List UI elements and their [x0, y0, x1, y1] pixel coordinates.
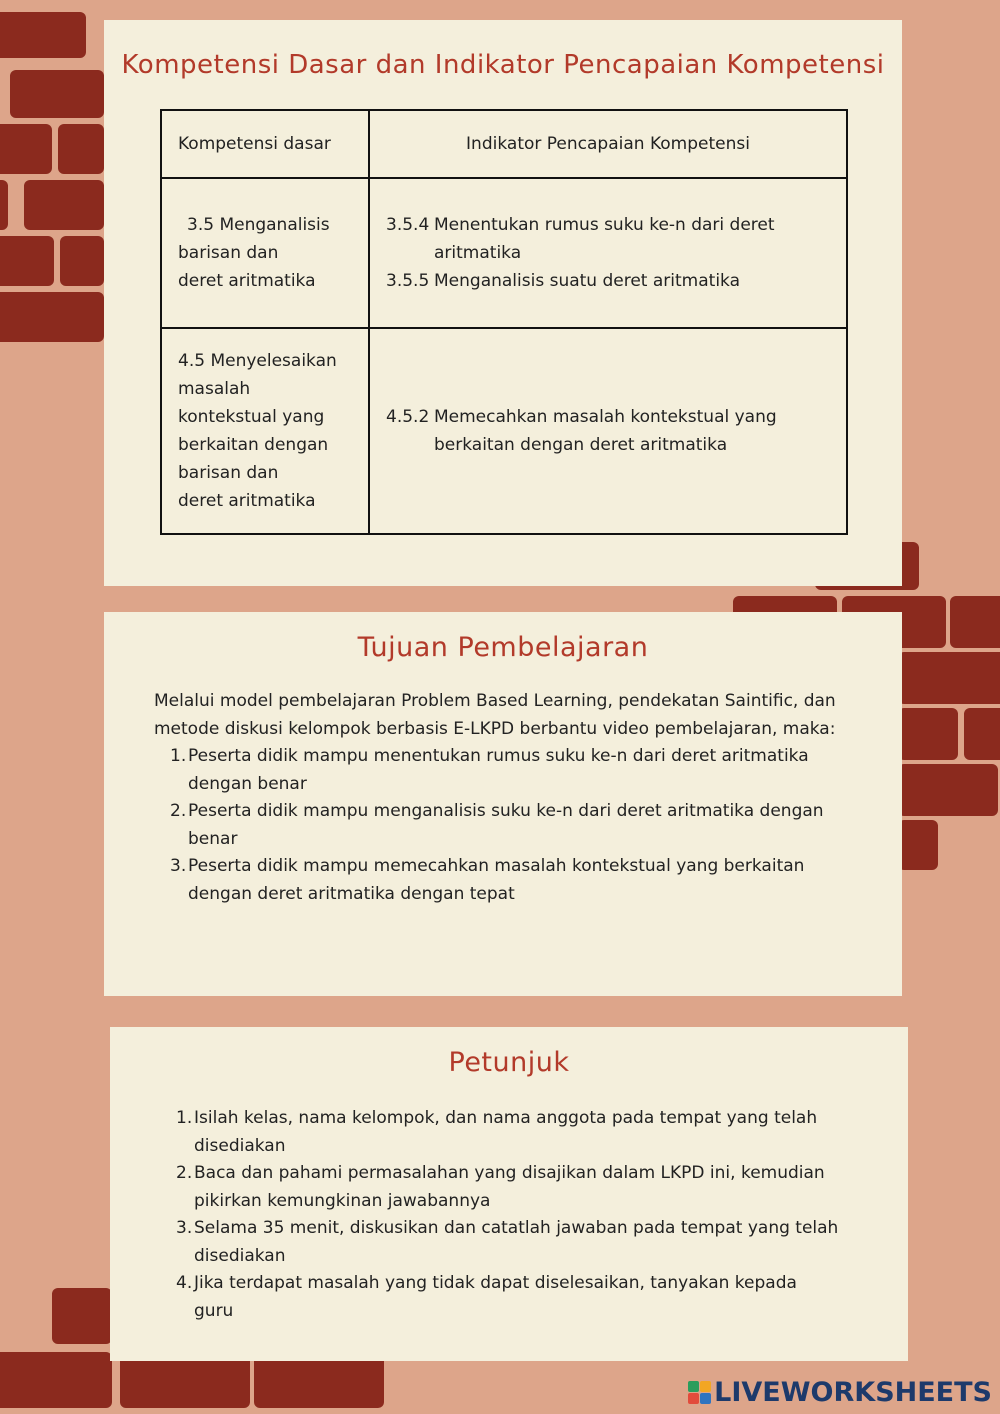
- petunjuk-title: Petunjuk: [448, 1047, 570, 1078]
- item-text: Selama 35 menit, diskusikan dan catatlah jawaban pada tempat yang telah: [194, 1218, 839, 1238]
- list-item: [170, 798, 870, 853]
- petunjuk-card: [110, 1027, 908, 1361]
- item-number: 4.: [176, 1273, 193, 1293]
- petunjuk-list: [176, 1105, 896, 1325]
- list-item: [176, 1160, 896, 1215]
- indicator-number: 4.5.2: [386, 407, 430, 427]
- item-text: Peserta didik mampu menganalisis suku ke-n dari deret aritmatika dengan: [188, 801, 824, 821]
- item-text: dengan benar: [188, 773, 307, 794]
- indicator-text: Memecahkan masalah kontekstual yang: [434, 407, 777, 427]
- table-row: [161, 328, 847, 534]
- item-number: 3.: [176, 1218, 193, 1238]
- table-header-row: [161, 110, 847, 178]
- kompetensi-table: [160, 109, 848, 535]
- item-number: 1.: [176, 1108, 193, 1128]
- indicator-number: 3.5.4: [386, 215, 430, 235]
- kd-line: deret aritmatika: [178, 491, 316, 511]
- kompetensi-title: Kompetensi Dasar dan Indikator Pencapaian Kompetensi: [121, 50, 885, 80]
- item-text: Jika terdapat masalah yang tidak dapat diselesaikan, tanyakan kepada: [194, 1273, 797, 1293]
- tujuan-intro: [154, 688, 874, 743]
- indicator-item: [386, 267, 846, 295]
- item-text: guru: [194, 1300, 234, 1321]
- indicator-number: 3.5.5: [386, 271, 430, 291]
- kompetensi-card: [104, 20, 902, 586]
- liveworksheets-logo[interactable]: [688, 1377, 992, 1408]
- item-number: 2.: [176, 1163, 193, 1183]
- kd-line: barisan dan: [178, 243, 279, 263]
- liveworksheets-logo-icon: [688, 1381, 711, 1404]
- kd-line: masalah: [178, 379, 251, 399]
- intro-line: Melalui model pembelajaran Problem Based Learning, pendekatan Saintific, dan: [154, 691, 836, 711]
- liveworksheets-logo-text: LIVEWORKSHEETS: [714, 1377, 992, 1408]
- item-number: 1.: [170, 746, 187, 766]
- item-number: 3.: [170, 856, 187, 876]
- item-text: Baca dan pahami permasalahan yang disajikan dalam LKPD ini, kemudian: [194, 1163, 825, 1183]
- list-item: [170, 743, 870, 798]
- indicator-text: aritmatika: [434, 243, 522, 263]
- kd-line: berkaitan dengan: [178, 435, 329, 455]
- indicator-text: Menentukan rumus suku ke-n dari deret: [434, 215, 775, 235]
- item-text: Isilah kelas, nama kelompok, dan nama anggota pada tempat yang telah: [194, 1108, 818, 1128]
- intro-line: metode diskusi kelompok berbasis E-LKPD berbantu video pembelajaran, maka:: [154, 718, 836, 739]
- header-kompetensi-dasar: Kompetensi dasar: [178, 134, 331, 154]
- kd-line: 4.5 Menyelesaikan: [178, 351, 337, 371]
- tujuan-card: [104, 612, 902, 996]
- indicator-item: [386, 211, 846, 267]
- kd-line: 3.5 Menganalisis: [187, 215, 330, 235]
- item-number: 2.: [170, 801, 187, 821]
- indicator-item: [386, 403, 846, 459]
- list-item: [170, 853, 870, 908]
- kd-line: deret aritmatika: [178, 271, 316, 291]
- item-text: pikirkan kemungkinan jawabannya: [194, 1190, 491, 1211]
- tujuan-list: [170, 743, 870, 908]
- list-item: [176, 1215, 896, 1270]
- item-text: disediakan: [194, 1135, 286, 1156]
- item-text: Peserta didik mampu menentukan rumus suku ke-n dari deret aritmatika: [188, 746, 809, 766]
- kd-line: kontekstual yang: [178, 407, 325, 427]
- item-text: Peserta didik mampu memecahkan masalah kontekstual yang berkaitan: [188, 856, 805, 876]
- table-row: [161, 178, 847, 328]
- list-item: [176, 1105, 896, 1160]
- indicator-text: berkaitan dengan deret aritmatika: [434, 435, 728, 455]
- item-text: dengan deret aritmatika dengan tepat: [188, 883, 515, 904]
- header-indikator: Indikator Pencapaian Kompetensi: [466, 134, 750, 154]
- indicator-text: Menganalisis suatu deret aritmatika: [434, 271, 740, 291]
- item-text: benar: [188, 828, 238, 849]
- item-text: disediakan: [194, 1245, 286, 1266]
- list-item: [176, 1270, 896, 1325]
- tujuan-title: Tujuan Pembelajaran: [357, 632, 649, 663]
- kd-line: barisan dan: [178, 463, 279, 483]
